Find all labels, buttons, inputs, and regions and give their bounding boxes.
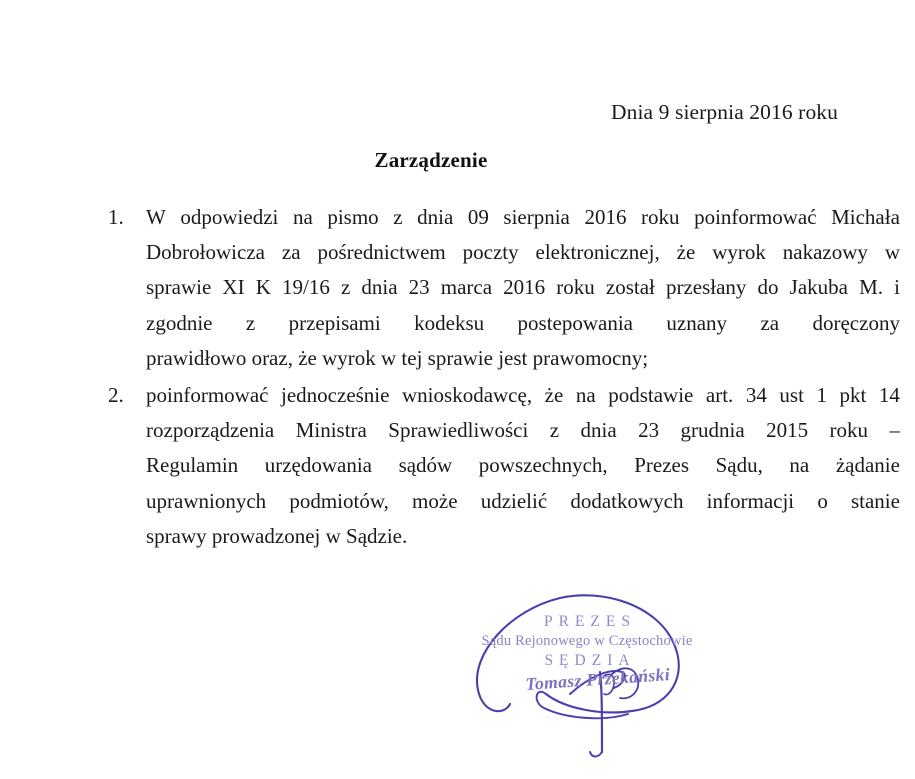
list-item-number: 1. bbox=[108, 205, 124, 229]
stamp-text bbox=[462, 612, 712, 671]
text-line: W odpowiedzi na pismo z dnia 09 sierpnia 2016 roku poinformować Michała bbox=[146, 205, 900, 229]
stamp-line-office: PREZES bbox=[544, 613, 636, 630]
list-item-number: 2. bbox=[108, 383, 124, 408]
text-line: uprawnionych podmiotów, może udzielić dodatkowych informacji o stanie bbox=[146, 488, 900, 513]
text-line: sprawy prowadzonej w Sądzie. bbox=[146, 523, 408, 548]
text-line: Dobrołowicza za pośrednictwem poczty elektronicznej, że wyrok nakazowy w bbox=[146, 240, 900, 265]
text-line: prawidłowo oraz, że wyrok w tej sprawie jest prawomocny; bbox=[146, 345, 649, 370]
stamp-line-judge: SĘDZIA bbox=[544, 652, 636, 669]
page-title: Zarządzenie bbox=[374, 148, 488, 172]
signature-name: Tomasz Przekański bbox=[524, 664, 671, 695]
stamp-line-court: Sądu Rejonowego w Częstochowie bbox=[481, 633, 693, 649]
text-line: zgodnie z przepisami kodeksu postepowania uznany za doręczony bbox=[146, 310, 900, 335]
text-line: sprawie XI K 19/16 z dnia 23 marca 2016 roku został przesłany do Jakuba M. i bbox=[146, 275, 900, 300]
list-item bbox=[106, 378, 900, 554]
list-item-text bbox=[146, 378, 900, 554]
text-line: Regulamin urzędowania sądów powszechnych, Prezes Sądu, na żądanie bbox=[146, 453, 900, 478]
text-line: rozporządzenia Ministra Sprawiedliwości z dnia 23 grudnia 2015 roku – bbox=[146, 418, 900, 443]
document-date: Dnia 9 sierpnia 2016 roku bbox=[610, 100, 838, 124]
text-line: poinformować jednocześnie wnioskodawcę, że na podstawie art. 34 ust 1 pkt 14 bbox=[146, 383, 900, 408]
list-item-text bbox=[146, 200, 900, 376]
list-item bbox=[106, 200, 900, 376]
order-body bbox=[106, 200, 900, 556]
